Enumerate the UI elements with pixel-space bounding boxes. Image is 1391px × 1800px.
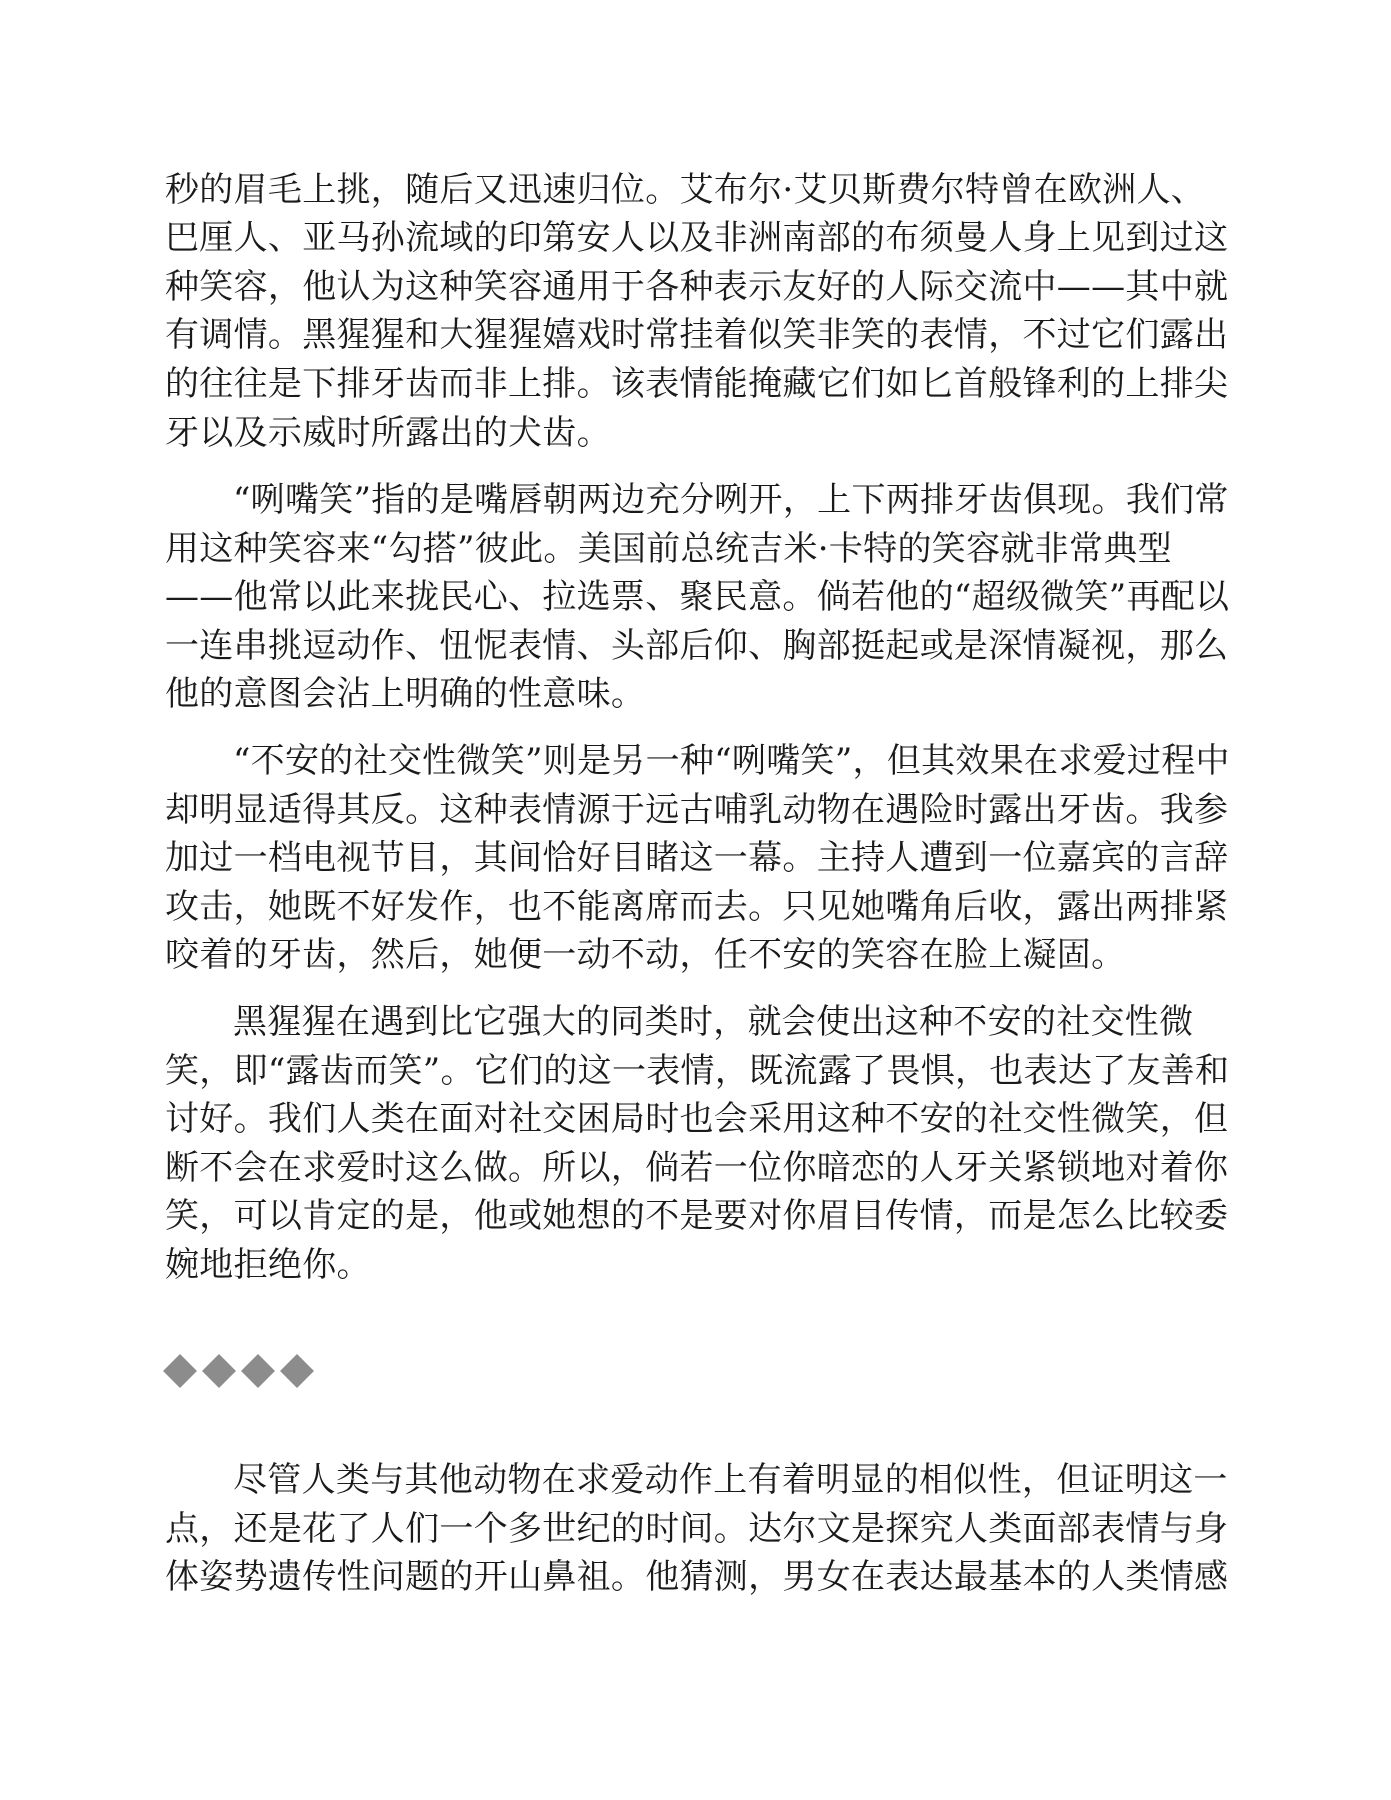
paragraph-1-line-6: 牙以及示威时所露出的犬齿。: [165, 413, 611, 453]
section-separator: [168, 1352, 309, 1392]
paragraph-5-line-1: 尽管人类与其他动物在求爱动作上有着明显的相似性，但证明这一: [233, 1460, 1228, 1500]
paragraph-5-line-2: 点，还是花了人们一个多世纪的时间。达尔文是探究人类面部表情与身: [165, 1509, 1229, 1549]
diamond-icon: [163, 1354, 197, 1388]
paragraph-2-line-4: 一连串挑逗动作、忸怩表情、头部后仰、胸部挺起或是深情凝视，那么: [165, 626, 1229, 666]
paragraph-4-line-2: 笑，即“露齿而笑”。它们的这一表情，既流露了畏惧，也表达了友善和: [165, 1051, 1230, 1091]
paragraph-4-line-4: 断不会在求爱时这么做。所以，倘若一位你暗恋的人牙关紧锁地对着你: [165, 1148, 1229, 1188]
paragraph-1-line-1: 秒的眉毛上挑，随后又迅速归位。艾布尔·艾贝斯费尔特曾在欧洲人、: [165, 170, 1206, 210]
paragraph-4-line-1: 黑猩猩在遇到比它强大的同类时，就会使出这种不安的社交性微: [233, 1002, 1194, 1042]
paragraph-2-line-3: ——他常以此来拢民心、拉选票、聚民意。倘若他的“超级微笑”再配以: [165, 577, 1230, 617]
paragraph-4-line-6: 婉地拒绝你。: [165, 1245, 371, 1285]
diamond-icon: [280, 1354, 314, 1388]
paragraph-3-line-5: 咬着的牙齿，然后，她便一动不动，任不安的笑容在脸上凝固。: [165, 935, 1126, 975]
diamond-icon: [202, 1354, 236, 1388]
paragraph-3-line-2: 却明显适得其反。这种表情源于远古哺乳动物在遇险时露出牙齿。我参: [165, 790, 1229, 830]
paragraph-4-line-5: 笑，可以肯定的是，他或她想的不是要对你眉目传情，而是怎么比较委: [165, 1196, 1229, 1236]
paragraph-1-line-2: 巴厘人、亚马孙流域的印第安人以及非洲南部的布须曼人身上见到过这: [165, 218, 1229, 258]
paragraph-2-line-1: “咧嘴笑”指的是嘴唇朝两边充分咧开，上下两排牙齿俱现。我们常: [233, 480, 1229, 520]
paragraph-2-line-5: 他的意图会沾上明确的性意味。: [165, 674, 646, 714]
paragraph-1-line-4: 有调情。黑猩猩和大猩猩嬉戏时常挂着似笑非笑的表情，不过它们露出: [165, 315, 1229, 355]
diamond-icon: [241, 1354, 275, 1388]
paragraph-3-line-3: 加过一档电视节目，其间恰好目睹这一幕。主持人遭到一位嘉宾的言辞: [165, 838, 1229, 878]
paragraph-3-line-1: “不安的社交性微笑”则是另一种“咧嘴笑”，但其效果在求爱过程中: [233, 741, 1230, 781]
paragraph-5-line-3: 体姿势遗传性问题的开山鼻祖。他猜测，男女在表达最基本的人类情感: [165, 1557, 1229, 1597]
paragraph-3-line-4: 攻击，她既不好发作，也不能离席而去。只见她嘴角后收，露出两排紧: [165, 887, 1229, 927]
paragraph-2-line-2: 用这种笑容来“勾搭”彼此。美国前总统吉米·卡特的笑容就非常典型: [165, 529, 1172, 569]
paragraph-1-line-5: 的往往是下排牙齿而非上排。该表情能掩藏它们如匕首般锋利的上排尖: [165, 364, 1229, 404]
paragraph-1-line-3: 种笑容，他认为这种笑容通用于各种表示友好的人际交流中——其中就: [165, 267, 1229, 307]
paragraph-4-line-3: 讨好。我们人类在面对社交困局时也会采用这种不安的社交性微笑，但: [165, 1099, 1229, 1139]
